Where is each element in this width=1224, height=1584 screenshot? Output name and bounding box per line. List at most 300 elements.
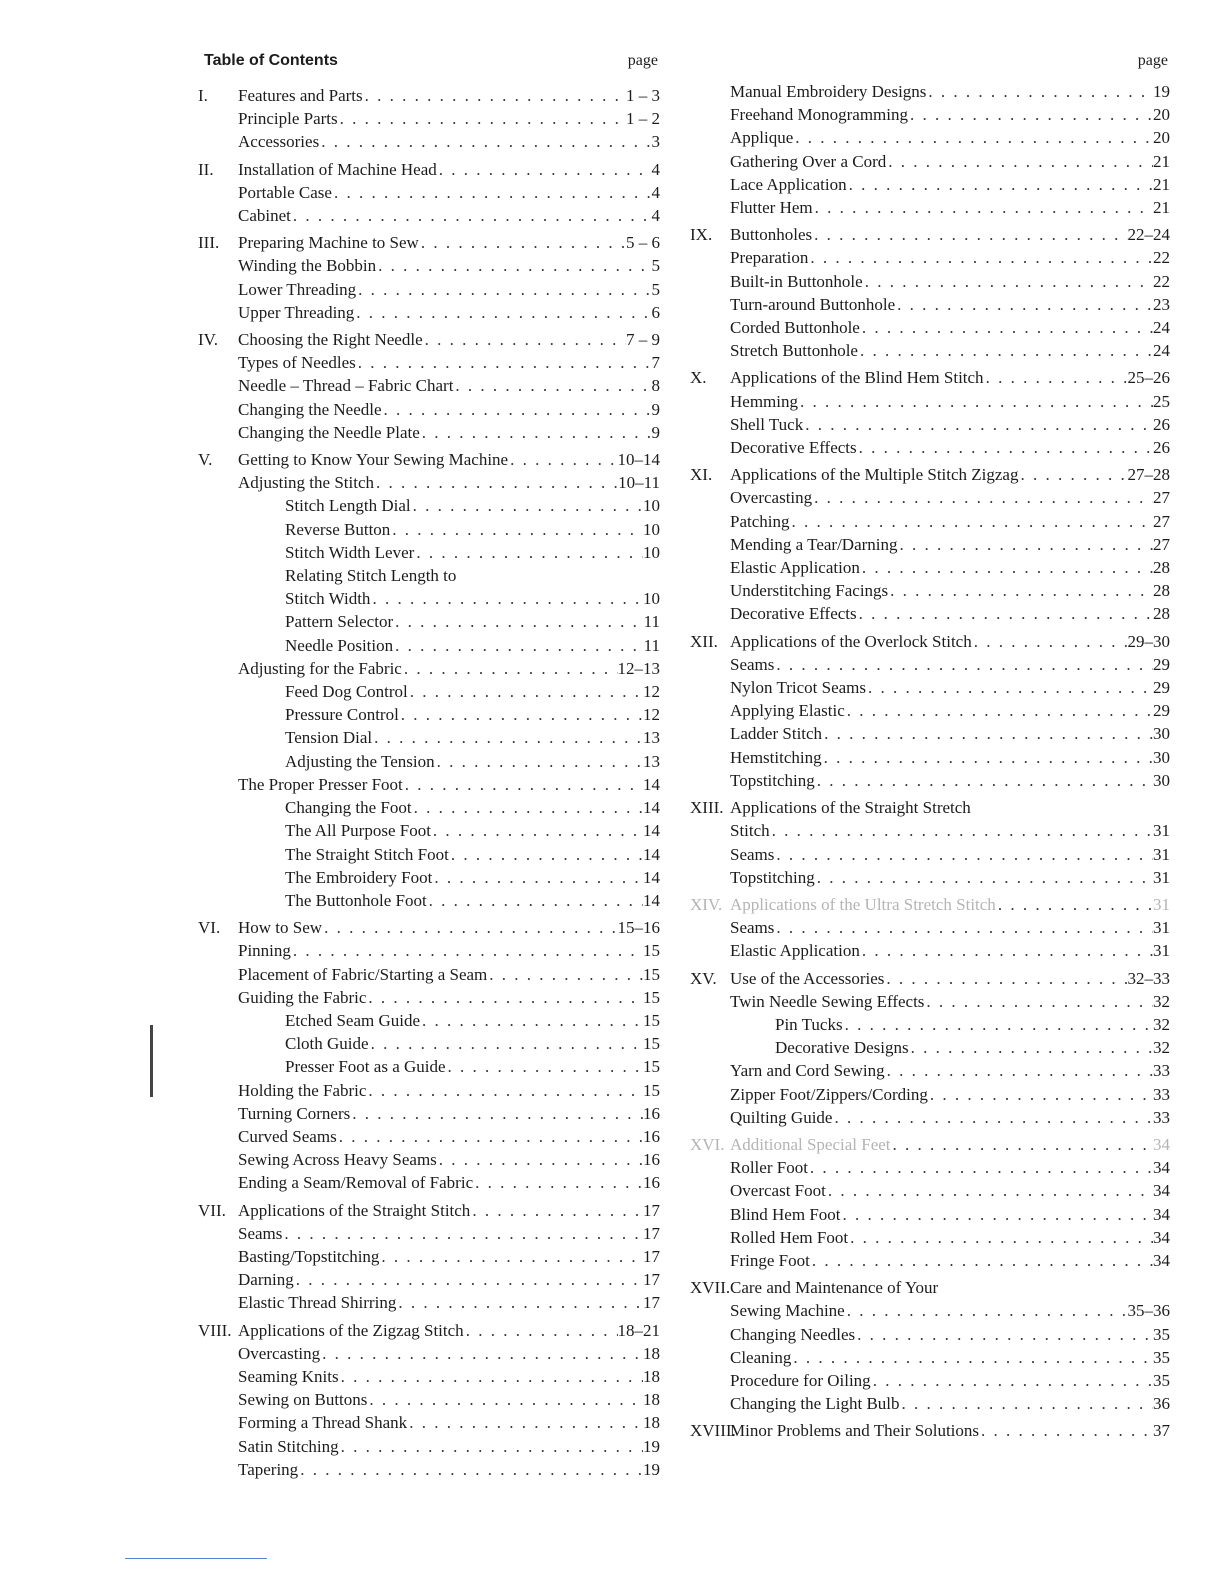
- dot-leader: [908, 103, 1153, 126]
- toc-section: [690, 796, 1170, 819]
- section-number: VII.: [198, 1200, 226, 1220]
- toc-entry: [690, 1346, 1170, 1369]
- toc-entry: [198, 1009, 660, 1032]
- dot-leader: [845, 699, 1153, 722]
- entry-title: How to Sew: [238, 918, 323, 938]
- toc-entry: [690, 939, 1170, 962]
- page-number: 21: [1153, 198, 1170, 218]
- toc-entry: [198, 1268, 660, 1291]
- toc-entry: [690, 699, 1170, 722]
- section-number: XIV.: [690, 894, 723, 914]
- toc-section: [690, 967, 1170, 990]
- entry-title: Curved Seams: [238, 1126, 337, 1146]
- entry-title: Applications of the Straight Stretch: [730, 798, 971, 818]
- dot-leader: [449, 843, 643, 866]
- page-number: 31: [1153, 941, 1170, 961]
- toc-entry: [198, 471, 660, 494]
- page-number: 19: [643, 1436, 660, 1456]
- section-number: III.: [198, 233, 220, 253]
- toc-entry: [690, 866, 1170, 889]
- dot-leader: [847, 173, 1153, 196]
- page-number: 37: [1153, 1421, 1170, 1441]
- toc-section: [198, 328, 660, 351]
- entry-title: Gathering Over a Cord: [730, 151, 887, 171]
- dot-leader: [363, 84, 626, 107]
- page-number: 15: [643, 964, 660, 984]
- dot-leader: [774, 843, 1153, 866]
- entry-title: Cloth Guide: [285, 1034, 369, 1054]
- section-number: I.: [198, 86, 208, 105]
- dot-leader: [338, 107, 626, 130]
- page-number: 25–26: [1127, 368, 1170, 388]
- page-number: 26: [1153, 438, 1170, 458]
- entry-title: Freehand Monogramming: [730, 105, 908, 125]
- toc-entry: [690, 1036, 1170, 1059]
- dot-leader: [808, 246, 1153, 269]
- entry-title: Pin Tucks: [775, 1014, 843, 1034]
- dot-leader: [332, 181, 652, 204]
- toc-entry: [690, 1106, 1170, 1129]
- entry-title: Mending a Tear/Darning: [730, 534, 898, 554]
- dot-leader: [1018, 463, 1127, 486]
- page-number: 13: [643, 751, 660, 771]
- toc-section: [690, 223, 1170, 246]
- toc-entry: [690, 413, 1170, 436]
- dot-leader: [808, 1156, 1153, 1179]
- section-number: IX.: [690, 225, 713, 245]
- toc-entry: [690, 510, 1170, 533]
- entry-title: Shell Tuck: [730, 414, 804, 434]
- entry-title: Installation of Machine Head: [238, 159, 437, 179]
- page-number: 36: [1153, 1394, 1170, 1414]
- dot-leader: [322, 916, 617, 939]
- page-number: 17: [643, 1200, 660, 1220]
- page-number: 15: [643, 1034, 660, 1054]
- toc-entry: [690, 390, 1170, 413]
- entry-title: Lace Application: [730, 174, 847, 194]
- dot-leader: [453, 374, 651, 397]
- entry-title: The Buttonhole Foot: [285, 890, 427, 910]
- dot-leader: [803, 413, 1153, 436]
- entry-title: Fringe Foot: [730, 1250, 810, 1270]
- toc-entry: [198, 819, 660, 842]
- toc-entry: [690, 990, 1170, 1013]
- dot-leader: [356, 351, 652, 374]
- dot-leader: [369, 1032, 643, 1055]
- entry-title: Topstitching: [730, 867, 815, 887]
- page-number: 32: [1153, 991, 1170, 1011]
- entry-title: Built-in Buttonhole: [730, 271, 863, 291]
- toc-section: [198, 1319, 660, 1342]
- page-number: 15: [643, 1057, 660, 1077]
- toc-entry: [690, 602, 1170, 625]
- page-number: 27: [1153, 488, 1170, 508]
- dot-leader: [888, 579, 1153, 602]
- page-number: 27–28: [1127, 465, 1170, 485]
- dot-leader: [822, 722, 1153, 745]
- toc-entry: [690, 746, 1170, 769]
- entry-title: Preparation: [730, 248, 809, 268]
- dot-leader: [832, 1106, 1153, 1129]
- page-number: 10: [643, 496, 660, 516]
- dot-leader: [984, 366, 1128, 389]
- entry-title: Ladder Stitch: [730, 724, 823, 744]
- entry-title: Principle Parts: [238, 109, 338, 129]
- toc-entry: [198, 204, 660, 227]
- page-number: 34: [1153, 1158, 1170, 1178]
- entry-title: Pinning: [238, 941, 291, 961]
- entry-title: Sewing on Buttons: [238, 1390, 368, 1410]
- entry-title: Overcasting: [730, 488, 813, 508]
- page-number: 4: [651, 206, 660, 226]
- dot-leader: [860, 939, 1153, 962]
- entry-title: Turn-around Buttonhole: [730, 294, 896, 314]
- toc-left-column: [198, 50, 660, 1481]
- dot-leader: [366, 1079, 643, 1102]
- dot-leader: [470, 1199, 643, 1222]
- toc-entry: [690, 1392, 1170, 1415]
- dot-leader: [924, 990, 1153, 1013]
- toc-entry: [690, 196, 1170, 219]
- page-number: 17: [643, 1223, 660, 1243]
- page-number: 3: [651, 132, 660, 152]
- dot-leader: [813, 196, 1153, 219]
- toc-section: [690, 1276, 1170, 1299]
- toc-section: [690, 1133, 1170, 1156]
- dot-leader: [420, 421, 652, 444]
- entry-title: Feed Dog Control: [285, 682, 408, 702]
- page-number: 31: [1153, 844, 1170, 864]
- page-number: 35: [1153, 1324, 1170, 1344]
- toc-entry: [198, 421, 660, 444]
- entry-title: Preparing Machine to Sew: [238, 233, 419, 253]
- dot-leader: [291, 204, 652, 227]
- toc-entry: [690, 150, 1170, 173]
- entry-title: Winding the Bobbin: [238, 256, 377, 276]
- dot-leader: [972, 630, 1128, 653]
- toc-entry: [198, 866, 660, 889]
- toc-entry: [198, 351, 660, 374]
- page-number: 29: [1153, 654, 1170, 674]
- dot-leader: [826, 1179, 1153, 1202]
- toc-entry: [690, 722, 1170, 745]
- toc-entry: [198, 843, 660, 866]
- entry-title: Features and Parts: [238, 86, 363, 105]
- dot-leader: [926, 80, 1153, 103]
- toc-section: [690, 463, 1170, 486]
- entry-title: Needle Position: [285, 635, 394, 655]
- page-number: 26: [1153, 414, 1170, 434]
- entry-title: Portable Case: [238, 182, 332, 202]
- page-number: 25: [1153, 391, 1170, 411]
- toc-section: [690, 630, 1170, 653]
- toc-section: [690, 366, 1170, 389]
- dot-leader: [376, 254, 651, 277]
- dot-leader: [393, 634, 643, 657]
- dot-leader: [793, 126, 1153, 149]
- entry-title: Seaming Knits: [238, 1366, 339, 1386]
- page-number: 15: [643, 1080, 660, 1100]
- toc-entry: [690, 579, 1170, 602]
- page-number: 33: [1153, 1107, 1170, 1127]
- dot-leader: [402, 657, 618, 680]
- dot-leader: [411, 494, 643, 517]
- dot-leader: [979, 1419, 1153, 1442]
- entry-title: Presser Foot as a Guide: [285, 1057, 446, 1077]
- toc-entry: [198, 587, 660, 610]
- page-number: 1 – 3: [626, 86, 660, 105]
- section-number: XVII.: [690, 1278, 731, 1298]
- page-number: 18: [643, 1343, 660, 1363]
- section-number: XVI.: [690, 1134, 725, 1154]
- entry-title: Nylon Tricot Seams: [730, 678, 867, 698]
- page-number: 10: [643, 519, 660, 539]
- page-number: 14: [643, 798, 660, 818]
- entry-title: Ending a Seam/Removal of Fabric: [238, 1173, 474, 1193]
- toc-entry: [690, 103, 1170, 126]
- dot-leader: [437, 1148, 643, 1171]
- entry-title: Zipper Foot/Zippers/Cording: [730, 1084, 928, 1104]
- toc-entry: [198, 1125, 660, 1148]
- page-number: 30: [1153, 724, 1170, 744]
- dot-leader: [339, 1365, 643, 1388]
- dot-leader: [855, 1323, 1153, 1346]
- dot-leader: [791, 1346, 1153, 1369]
- dot-leader: [860, 316, 1153, 339]
- page-number: 31: [1153, 867, 1170, 887]
- dot-leader: [367, 1388, 643, 1411]
- page-number: 7 – 9: [626, 330, 660, 350]
- toc-entry: [690, 1299, 1170, 1322]
- dot-leader: [812, 486, 1153, 509]
- page-number: 16: [643, 1126, 660, 1146]
- toc-entry: [198, 1171, 660, 1194]
- dot-leader: [298, 1458, 643, 1481]
- dot-leader: [319, 130, 651, 153]
- dot-leader: [403, 773, 643, 796]
- scan-artifact-mark: [150, 1025, 153, 1097]
- dot-leader: [396, 1291, 643, 1314]
- entry-title: Pattern Selector: [285, 612, 394, 632]
- dot-leader: [366, 986, 643, 1009]
- page-number: 12: [643, 705, 660, 725]
- page-number: 15–16: [617, 918, 660, 938]
- page-number: 29–30: [1127, 631, 1170, 651]
- toc-entry: [198, 986, 660, 1009]
- dot-leader: [446, 1055, 643, 1078]
- dot-leader: [427, 889, 643, 912]
- toc-entry: [198, 680, 660, 703]
- entry-title: Changing the Needle Plate: [238, 422, 420, 442]
- page-number: 27: [1153, 511, 1170, 531]
- dot-leader: [393, 610, 644, 633]
- dot-leader: [885, 1059, 1153, 1082]
- page-number: 15: [643, 941, 660, 961]
- dot-leader: [370, 587, 643, 610]
- toc-entry: [690, 486, 1170, 509]
- toc-entry: [198, 634, 660, 657]
- entry-title: Changing the Needle: [238, 399, 382, 419]
- entry-title: Overcast Foot: [730, 1181, 826, 1201]
- page-number: 11: [643, 635, 660, 655]
- scan-artifact-rule: [125, 1558, 267, 1559]
- column-header-right: [690, 50, 1170, 80]
- dot-leader: [382, 398, 652, 421]
- dot-leader: [798, 390, 1153, 413]
- toc-entry: [198, 107, 660, 130]
- page-number: 29: [1153, 701, 1170, 721]
- toc-section: [198, 84, 660, 107]
- page-number: 19: [1153, 82, 1170, 101]
- dot-leader: [420, 1009, 643, 1032]
- entry-title: The All Purpose Foot: [285, 821, 431, 841]
- dot-leader: [437, 158, 652, 181]
- dot-leader: [790, 510, 1154, 533]
- entry-title: The Proper Presser Foot: [238, 774, 403, 794]
- entry-title: Understitching Facings: [730, 581, 889, 601]
- dot-leader: [431, 819, 643, 842]
- toc-entry: [198, 374, 660, 397]
- toc-entries-right: [690, 80, 1170, 1443]
- entry-title: Accessories: [238, 132, 320, 152]
- dot-leader: [487, 963, 643, 986]
- dot-leader: [337, 1125, 643, 1148]
- section-number: XVIII.: [690, 1421, 736, 1441]
- entry-title: Manual Embroidery Designs: [730, 82, 927, 101]
- page-number: 29: [1153, 678, 1170, 698]
- toc-entry: [198, 518, 660, 541]
- toc-entry: [198, 963, 660, 986]
- toc-entry: [690, 676, 1170, 699]
- entry-title: Needle – Thread – Fabric Chart: [238, 376, 454, 396]
- toc-entry: [198, 130, 660, 153]
- entry-title: Pressure Control: [285, 705, 399, 725]
- toc-entry: [690, 1203, 1170, 1226]
- dot-leader: [408, 680, 643, 703]
- toc-entry: [198, 494, 660, 517]
- entry-title: Stitch Width: [285, 589, 371, 609]
- dot-leader: [871, 1369, 1153, 1392]
- page-number: 18–21: [617, 1320, 660, 1340]
- column-header-left: [198, 50, 660, 80]
- entry-title: Care and Maintenance of Your: [730, 1278, 939, 1298]
- page-number: 34: [1153, 1250, 1170, 1270]
- dot-leader: [432, 866, 643, 889]
- toc-entry: [198, 657, 660, 680]
- toc-entry: [690, 1013, 1170, 1036]
- page-number: 22: [1153, 248, 1170, 268]
- entry-title: Applications of the Zigzag Stitch: [238, 1320, 464, 1340]
- toc-entry: [690, 80, 1170, 103]
- page-number: 32–33: [1127, 968, 1170, 988]
- page-number: 20: [1153, 128, 1170, 148]
- entry-title: Etched Seam Guide: [285, 1010, 421, 1030]
- entry-title: Lower Threading: [238, 279, 357, 299]
- toc-entry: [198, 1079, 660, 1102]
- page-number: 6: [651, 302, 660, 322]
- dot-leader: [320, 1342, 643, 1365]
- page-number: 34: [1153, 1227, 1170, 1247]
- toc-entry: [690, 316, 1170, 339]
- dot-leader: [822, 746, 1153, 769]
- entry-title: Forming a Thread Shank: [238, 1413, 408, 1433]
- section-number: XI.: [690, 465, 713, 485]
- entry-title: Rolled Hem Foot: [730, 1227, 849, 1247]
- dot-leader: [464, 1319, 618, 1342]
- dot-leader: [857, 436, 1153, 459]
- dot-leader: [857, 602, 1153, 625]
- dot-leader: [372, 726, 643, 749]
- toc-entry: [690, 916, 1170, 939]
- toc-entry: [198, 1458, 660, 1481]
- section-number: IV.: [198, 330, 218, 350]
- toc-entry: [690, 843, 1170, 866]
- toc-entry: [198, 726, 660, 749]
- page-number: 9: [651, 399, 660, 419]
- page-number: 28: [1153, 558, 1170, 578]
- section-number: X.: [690, 368, 707, 388]
- page-number: 21: [1153, 151, 1170, 171]
- page-number: 16: [643, 1103, 660, 1123]
- toc-entry: [690, 1249, 1170, 1272]
- entry-title: Buttonholes: [730, 225, 813, 245]
- page-number: 31: [1153, 918, 1170, 938]
- dot-leader: [412, 796, 643, 819]
- page-number: 35–36: [1127, 1301, 1170, 1321]
- toc-entry: [690, 436, 1170, 459]
- page-number: 33: [1153, 1084, 1170, 1104]
- entry-title: Decorative Effects: [730, 438, 857, 458]
- entry-title: Decorative Designs: [775, 1038, 909, 1058]
- page-number: 4: [651, 182, 660, 202]
- page-number: 30: [1153, 747, 1170, 767]
- entry-title: Adjusting the Stitch: [238, 473, 374, 493]
- toc-entry: [198, 939, 660, 962]
- entry-title: Applications of the Multiple Stitch Zigzag: [730, 465, 1019, 485]
- page-number: 31: [1153, 821, 1170, 841]
- entry-title: Sewing Machine: [730, 1301, 845, 1321]
- toc-entry: [198, 1102, 660, 1125]
- page-number: 10–11: [618, 473, 660, 493]
- page-number: 10–14: [617, 450, 660, 470]
- toc-entry: [198, 703, 660, 726]
- page-number: 35: [1153, 1370, 1170, 1390]
- entry-title: Elastic Application: [730, 941, 860, 961]
- dot-leader: [810, 1249, 1153, 1272]
- entry-title: Stitch Width Lever: [285, 542, 415, 562]
- entry-title: Hemstitching: [730, 747, 822, 767]
- entry-title: Upper Threading: [238, 302, 355, 322]
- dot-leader: [900, 1392, 1153, 1415]
- page-number: 16: [643, 1173, 660, 1193]
- toc-entry: [198, 301, 660, 324]
- toc-section: [198, 916, 660, 939]
- page-number: 30: [1153, 770, 1170, 790]
- toc-section: [198, 158, 660, 181]
- entry-title: Procedure for Oiling: [730, 1370, 871, 1390]
- entry-title: Applications of the Ultra Stretch Stitch: [730, 894, 996, 914]
- page-number: 21: [1153, 174, 1170, 194]
- toc-entries-left: [198, 84, 660, 1481]
- page-number: 11: [643, 612, 660, 632]
- entry-title: Applications of the Blind Hem Stitch: [730, 368, 984, 388]
- entry-title: Satin Stitching: [238, 1436, 339, 1456]
- entry-title: Additional Special Feet: [730, 1134, 891, 1154]
- entry-title: Applications of the Straight Stitch: [238, 1200, 471, 1220]
- toc-entry: [690, 1226, 1170, 1249]
- entry-title: Seams: [730, 654, 775, 674]
- entry-title: Seams: [730, 844, 775, 864]
